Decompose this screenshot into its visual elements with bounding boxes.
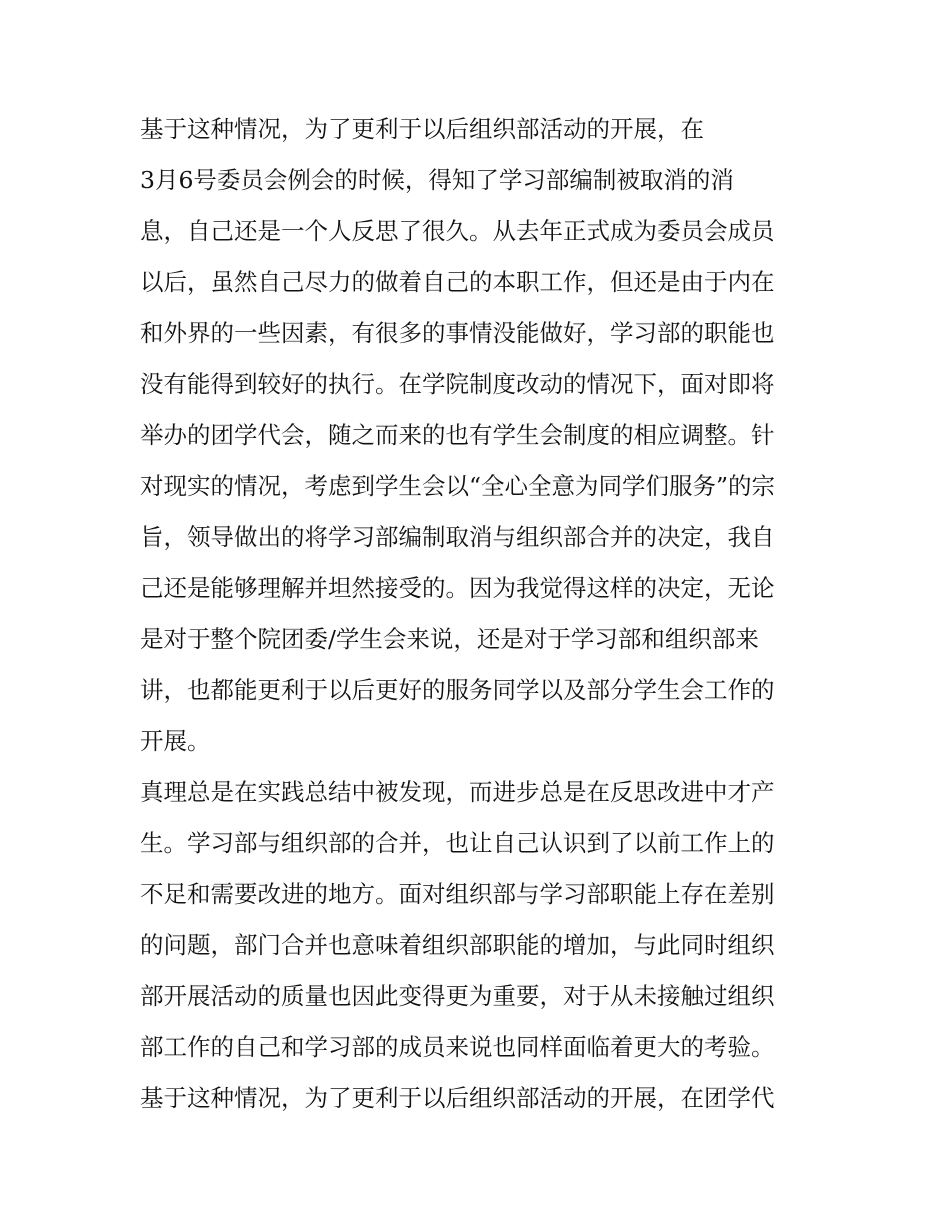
text-line: 和外界的一些因素，有很多的事情没能做好，学习部的职能也: [140, 319, 775, 347]
text-line: 的问题，部门合并也意味着组织部职能的增加，与此同时组织: [140, 931, 775, 959]
text-line: 部工作的自己和学习部的成员来说也同样面临着更大的考验。: [140, 1033, 775, 1061]
text-line: 以后，虽然自己尽力的做着自己的本职工作，但还是由于内在: [140, 268, 775, 296]
text-line: 基于这种情况，为了更利于以后组织部活动的开展，在团学代: [140, 1084, 775, 1112]
text-line: 真理总是在实践总结中被发现，而进步总是在反思改进中才产: [140, 778, 775, 806]
text-line: 讲，也都能更利于以后更好的服务同学以及部分学生会工作的: [140, 676, 775, 704]
text-line: 生。学习部与组织部的合并，也让自己认识到了以前工作上的: [140, 829, 775, 857]
text-line: 息，自己还是一个人反思了很久。从去年正式成为委员会成员: [140, 217, 775, 245]
text-line: 己还是能够理解并坦然接受的。因为我觉得这样的决定，无论: [140, 574, 775, 602]
text-line: 3月6号委员会例会的时候，得知了学习部编制被取消的消: [140, 166, 734, 194]
text-line: 举办的团学代会，随之而来的也有学生会制度的相应调整。针: [140, 421, 775, 449]
text-line: 没有能得到较好的执行。在学院制度改动的情况下，面对即将: [140, 370, 775, 398]
text-line: 对现实的情况，考虑到学生会以“全心全意为同学们服务”的宗: [140, 472, 776, 500]
text-line: 旨，领导做出的将学习部编制取消与组织部合并的决定，我自: [140, 523, 775, 551]
text-line: 部开展活动的质量也因此变得更为重要，对于从未接触过组织: [140, 982, 775, 1010]
text-line: 开展。: [140, 727, 211, 755]
text-line: 基于这种情况，为了更利于以后组织部活动的开展，在: [140, 115, 704, 143]
text-line: 不足和需要改进的地方。面对组织部与学习部职能上存在差别: [140, 880, 775, 908]
text-line: 是对于整个院团委/学生会来说，还是对于学习部和组织部来: [140, 625, 759, 653]
